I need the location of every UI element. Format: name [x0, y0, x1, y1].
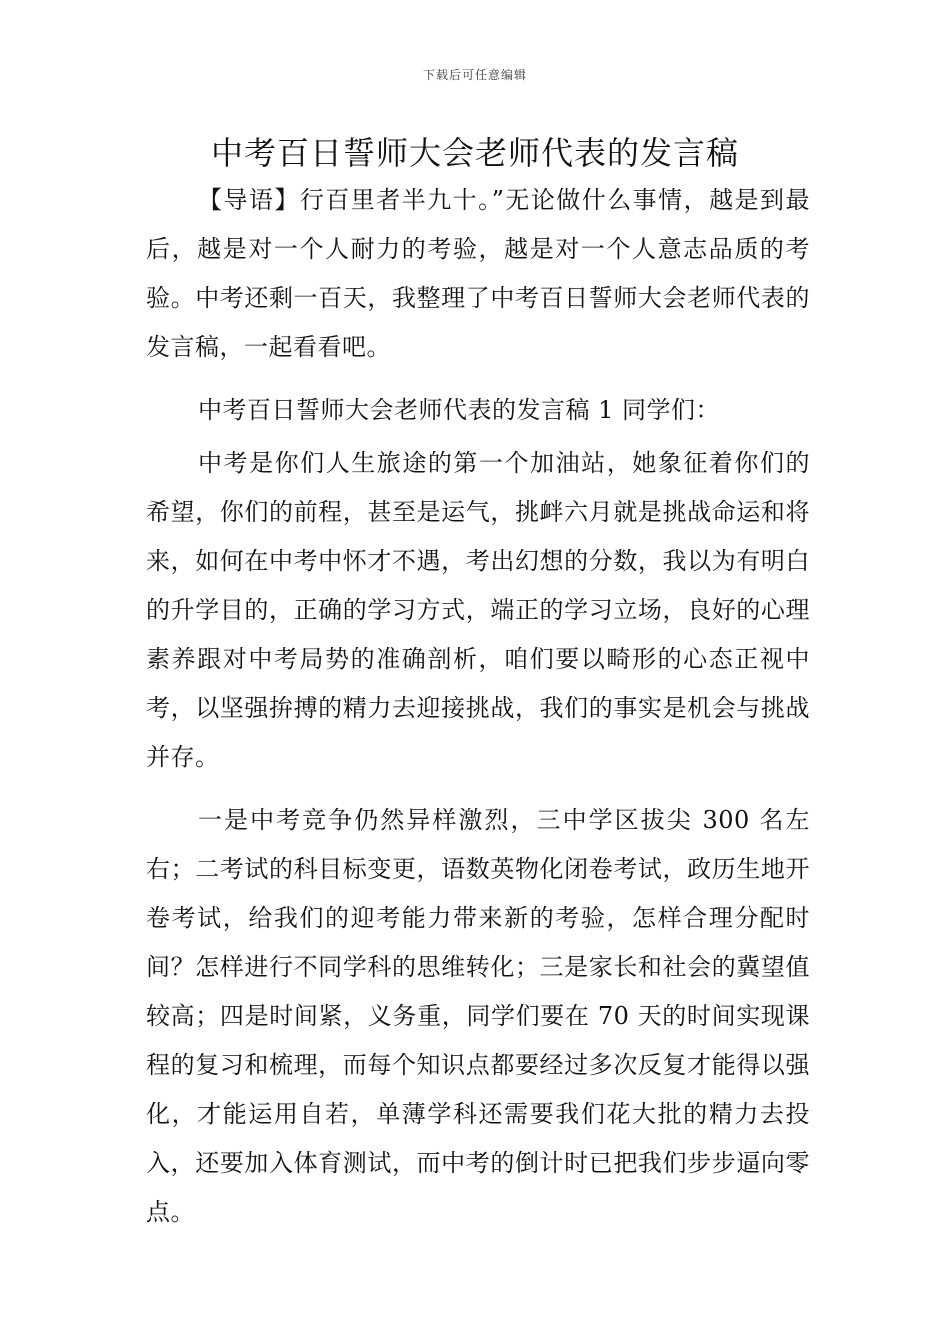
download-note: 下载后可任意编辑 [422, 68, 527, 82]
speech-heading: 中考百日誓师大会老师代表的发言稿 1 同学们： [198, 396, 721, 424]
body-paragraph-2: 一是中考竞争仍然异样激烈，三中学区拔尖 300 名左右；二考试的科目标变更，语数英物化闭卷考试，政历生地开卷考试，给我们的迎考能力带来新的考验，怎样合理分配时间？怎样进行不同学科的思维转化；三是家长和社会的冀望值较高；四是时间紧，义务重，同学们要在 70 天的时间实现课程的复习和梳理，而每个知识点都要经过多次反复才能得以强化，才能运用自若，单薄学科还需要我们花大批的精力去投入，还要加入体育测试，而中考的倒计时已把我们步步逼向零点。 [146, 806, 810, 1226]
intro-paragraph: 【导语】行百里者半九十。”无论做什么事情，越是到最后，越是对一个人耐力的考验，越是对一个人意志品质的考验。中考还剩一百天，我整理了中考百日誓师大会老师代表的发言稿，一起看看吧。 [146, 186, 810, 361]
body-paragraph-1: 中考是你们人生旅途的第一个加油站，她象征着你们的希望，你们的前程，甚至是运气，挑衅六月就是挑战命运和将来，如何在中考中怀才不遇，考出幻想的分数，我以为有明白的升学目的，正确的学习方式，端正的学习立场，良好的心理素养跟对中考局势的准确剖析，咱们要以畸形的心态正视中考，以坚强拚搏的精力去迎接挑战，我们的事实是机会与挑战并存。 [146, 449, 810, 771]
document-title: 中考百日誓师大会老师代表的发言稿 [210, 134, 739, 172]
document-body [146, 176, 810, 1251]
